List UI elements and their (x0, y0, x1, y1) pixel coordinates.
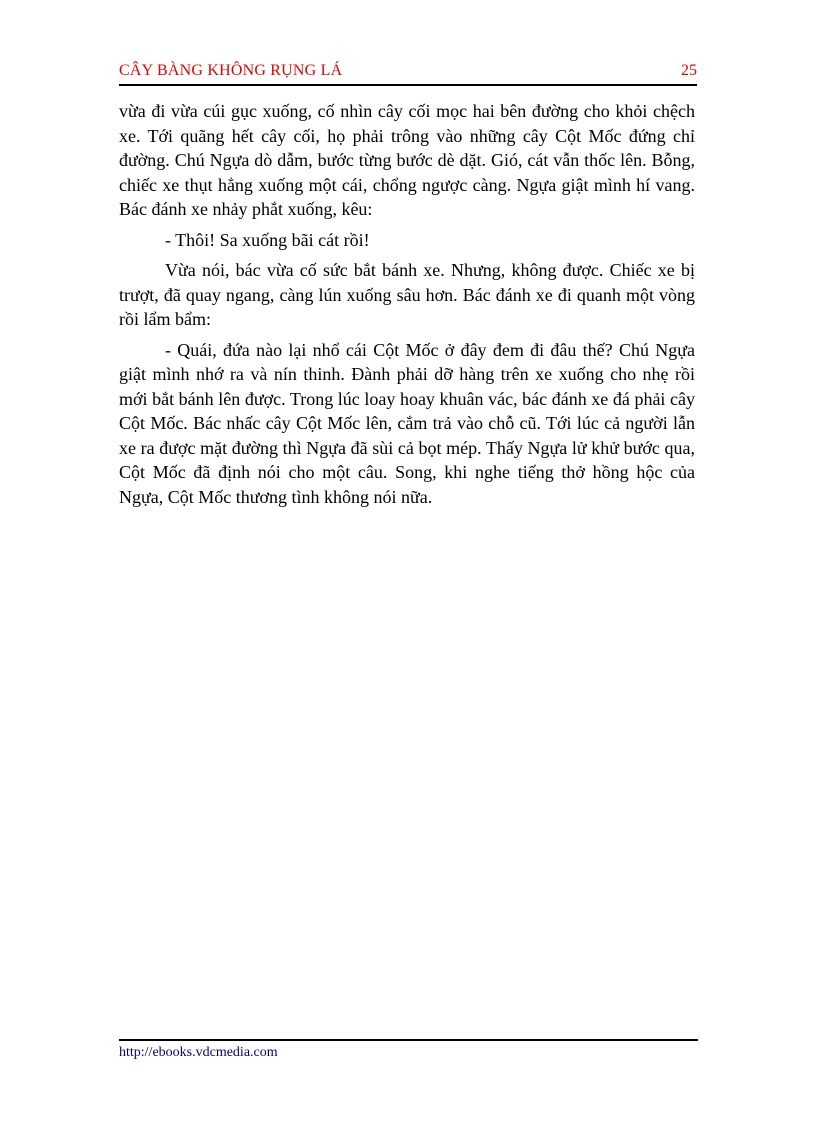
footer-divider (119, 1039, 698, 1041)
book-title: CÂY BÀNG KHÔNG RỤNG LÁ (119, 62, 343, 79)
footer-link[interactable]: http://ebooks.vdcmedia.com (119, 1045, 278, 1060)
page-header (119, 62, 697, 86)
paragraph-1: vừa đi vừa cúi gục xuống, cố nhìn cây cối mọc hai bên đường cho khỏi chệch xe. Tới quãng hết cây cối, họ phải trông vào những cây Cột Mốc đứng chỉ đường. Chú Ngựa dò dẫm, bước từng bước dè dặt. Gió, cát vẫn thốc lên. Bỗng, chiếc xe thụt hẳng xuống một cái, chổng ngược càng. Ngựa giật mình hí vang. Bác đánh xe nhảy phắt xuống, kêu: (119, 101, 695, 219)
paragraph-4: - Quái, đứa nào lại nhổ cái Cột Mốc ở đây đem đi đâu thế? Chú Ngựa giật mình nhớ ra và nín thinh. Đành phải dỡ hàng trên xe xuống cho nhẹ rồi mới bắt bánh lên được. Trong lúc loay hoay khuân vác, bác đánh xe đá phải cây Cột Mốc. Bác nhấc cây Cột Mốc lên, cắm trả vào chỗ cũ. Tới lúc cả người lẫn xe ra được mặt đường thì Ngựa đã sùi cả bọt mép. Thấy Ngựa lử khử bước qua, Cột Mốc đã định nói cho một câu. Song, khi nghe tiếng thở hồng hộc của Ngựa, Cột Mốc thương tình không nói nữa. (119, 339, 695, 507)
page-number: 25 (681, 62, 697, 79)
paragraph-2: - Thôi! Sa xuống bãi cát rồi! (165, 229, 370, 250)
paragraph-3: Vừa nói, bác vừa cố sức bắt bánh xe. Nhưng, không được. Chiếc xe bị trượt, đã quay ngang, càng lún xuống sâu hơn. Bác đánh xe đi quanh một vòng rồi lẩm bẩm: (119, 260, 695, 329)
page-body (119, 99, 695, 515)
